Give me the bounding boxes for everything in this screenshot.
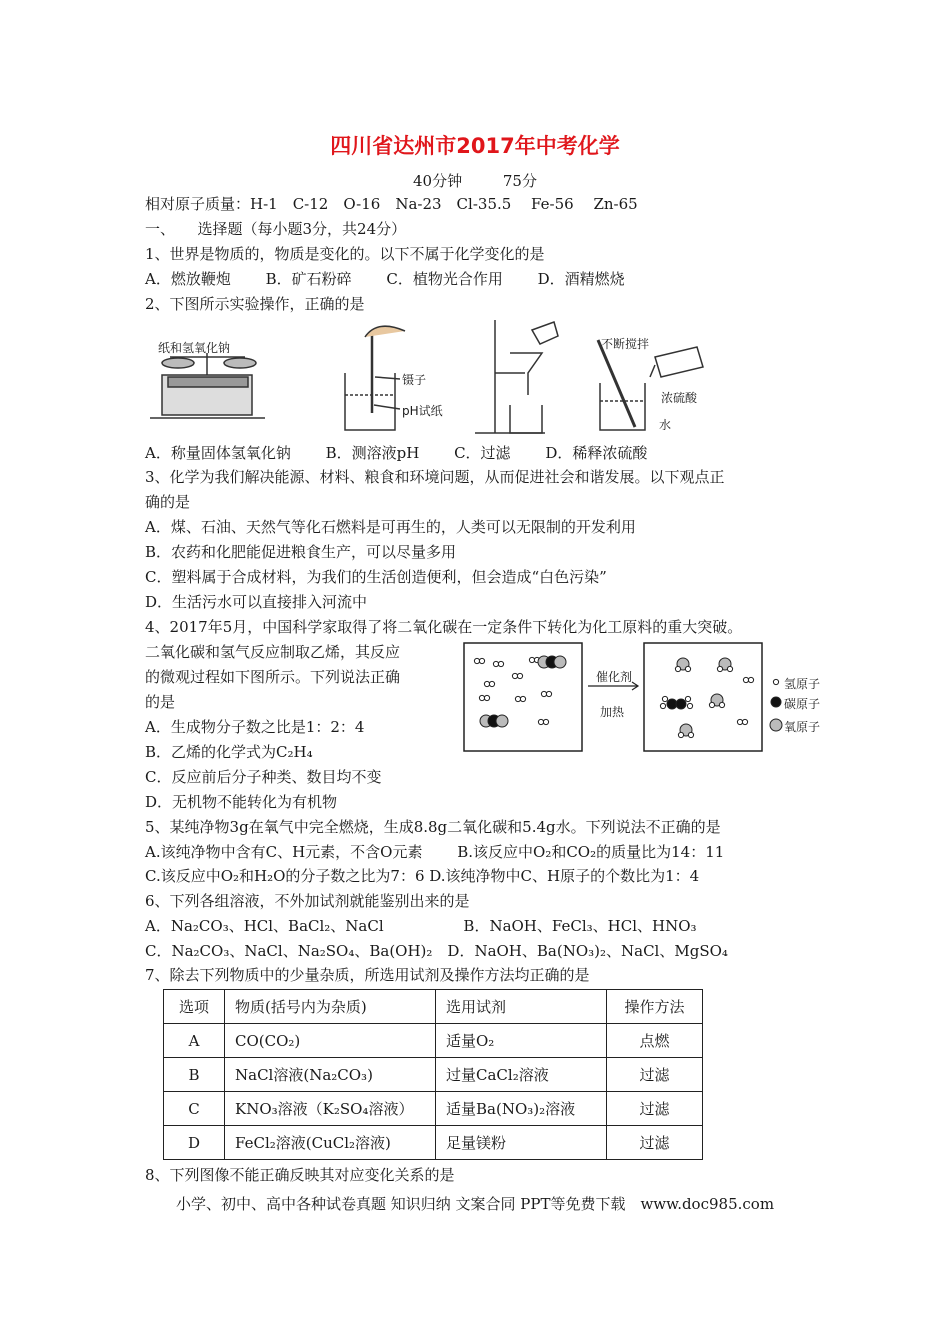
q3-option-a: A．煤、石油、天然气等化石燃料是可再生的，人类可以无限制的开发利用 bbox=[145, 518, 636, 536]
page-title: 四川省达州市2017年中考化学 bbox=[330, 134, 620, 158]
table-cell: 点燃 bbox=[607, 1024, 703, 1058]
header-cell: 物质(括号内为杂质) bbox=[225, 990, 436, 1024]
q6-stem: 6、下列各组溶液，不外加试剂就能鉴别出来的是 bbox=[145, 892, 470, 910]
fig-label-acid: 浓硫酸 bbox=[661, 391, 698, 405]
atomic-mass-line: 相对原子质量：H-1 C-12 O-16 Na-23 Cl-35.5 Fe-56 Zn-65 bbox=[145, 195, 638, 213]
q4-option-a: A．生成物分子数之比是1：2：4 bbox=[145, 718, 365, 736]
q2-stem: 2、下图所示实验操作，正确的是 bbox=[145, 295, 365, 313]
q1-stem: 1、世界是物质的，物质是变化的。以下不属于化学变化的是 bbox=[145, 245, 545, 263]
table-row bbox=[164, 1024, 703, 1058]
q4-stem-3: 的微观过程如下图所示。下列说法正确 bbox=[145, 668, 401, 686]
page-footer: 小学、初中、高中各种试卷真题 知识归纳 文案合同 PPT等免费下载 www.doc985.com bbox=[175, 1195, 775, 1213]
table-cell: NaCl溶液(Na₂CO₃) bbox=[225, 1058, 436, 1092]
q4-reaction-figure bbox=[460, 640, 820, 755]
q3-option-c: C．塑料属于合成材料，为我们的生活创造便利，但会造成“白色污染” bbox=[145, 568, 607, 586]
q4-stem-4: 的是 bbox=[145, 693, 176, 711]
q6-options-ab: A．Na₂CO₃、HCl、BaCl₂、NaCl B．NaOH、FeCl₃、HCl、HNO₃ bbox=[145, 917, 697, 935]
legend-atoms bbox=[770, 679, 782, 731]
fig-label-tweezers: 镊子 bbox=[402, 373, 427, 387]
header-cell: 操作方法 bbox=[607, 990, 703, 1024]
q3-stem-2: 确的是 bbox=[145, 493, 191, 511]
fig-label-ph-paper: pH试纸 bbox=[402, 404, 443, 418]
q4-option-b: B．乙烯的化学式为C₂H₄ bbox=[145, 743, 313, 761]
q4-option-c: C．反应前后分子种类、数目均不变 bbox=[145, 768, 382, 786]
table-cell: 适量O₂ bbox=[436, 1024, 607, 1058]
exam-time: 40分钟 bbox=[413, 172, 463, 190]
product-box bbox=[644, 643, 762, 751]
table-cell: 足量镁粉 bbox=[436, 1126, 607, 1160]
legend-hydrogen: 氢原子 bbox=[784, 677, 821, 691]
table-cell: CO(CO₂) bbox=[225, 1024, 436, 1058]
q5-options-cd: C.该反应中O₂和H₂O的分子数之比为7：6 D.该纯净物中C、H原子的个数比为1：4 bbox=[145, 867, 700, 885]
arrow-catalyst-label: 催化剂 bbox=[596, 670, 633, 684]
q7-table bbox=[163, 989, 703, 1160]
q3-option-b: B．农药和化肥能促进粮食生产，可以尽量多用 bbox=[145, 543, 457, 561]
q6-options-cd: C．Na₂CO₃、NaCl、Na₂SO₄、Ba(OH)₂ D．NaOH、Ba(NO₃)₂、NaCl、MgSO₄ bbox=[145, 942, 728, 960]
table-cell: A bbox=[164, 1024, 225, 1058]
legend-carbon: 碳原子 bbox=[784, 697, 821, 711]
section-heading: 一、 选择题（每小题3分，共24分） bbox=[145, 220, 407, 238]
fig-label-water: 水 bbox=[659, 418, 672, 432]
dilution-illustration bbox=[598, 340, 703, 430]
q7-stem: 7、除去下列物质中的少量杂质，所选用试剂及操作方法均正确的是 bbox=[145, 966, 590, 984]
table-row bbox=[164, 1092, 703, 1126]
table-cell: 过量CaCl₂溶液 bbox=[436, 1058, 607, 1092]
table-cell: B bbox=[164, 1058, 225, 1092]
table-header-row bbox=[164, 990, 703, 1024]
table-cell: D bbox=[164, 1126, 225, 1160]
exam-score: 75分 bbox=[502, 172, 537, 190]
q4-stem-2: 二氧化碳和氢气反应制取乙烯，其反应 bbox=[145, 643, 401, 661]
table-row bbox=[164, 1126, 703, 1160]
table-cell: 过滤 bbox=[607, 1126, 703, 1160]
balance-illustration bbox=[150, 353, 265, 418]
q5-options-ab: A.该纯净物中含有C、H元素，不含O元素 B.该反应中O₂和CO₂的质量比为14：11 bbox=[145, 843, 725, 861]
q8-stem: 8、下列图像不能正确反映其对应变化关系的是 bbox=[145, 1166, 455, 1184]
arrow-heat-label: 加热 bbox=[600, 705, 625, 719]
table-cell: 过滤 bbox=[607, 1058, 703, 1092]
q2-options: A．称量固体氢氧化钠 B．测溶液pH C．过滤 D．稀释浓硫酸 bbox=[145, 444, 648, 462]
q1-options: A．燃放鞭炮 B．矿石粉碎 C．植物光合作用 D．酒精燃烧 bbox=[145, 270, 625, 288]
table-cell: C bbox=[164, 1092, 225, 1126]
q3-stem-1: 3、化学为我们解决能源、材料、粮食和环境问题，从而促进社会和谐发展。以下观点正 bbox=[145, 468, 725, 486]
q4-option-d: D．无机物不能转化为有机物 bbox=[145, 793, 338, 811]
table-cell: KNO₃溶液（K₂SO₄溶液） bbox=[225, 1092, 436, 1126]
legend-oxygen: 氧原子 bbox=[784, 720, 821, 734]
header-cell: 选项 bbox=[164, 990, 225, 1024]
fig-label-balance: 纸和氢氧化钠 bbox=[158, 341, 231, 355]
filtration-illustration bbox=[475, 320, 558, 433]
table-cell: 过滤 bbox=[607, 1092, 703, 1126]
exam-meta bbox=[0, 170, 950, 191]
table-cell: 适量Ba(NO₃)₂溶液 bbox=[436, 1092, 607, 1126]
reactant-molecules bbox=[474, 656, 566, 727]
fig-label-stir: 不断搅拌 bbox=[601, 337, 650, 351]
ph-test-illustration bbox=[345, 326, 405, 430]
header-cell: 选用试剂 bbox=[436, 990, 607, 1024]
q3-option-d: D．生活污水可以直接排入河流中 bbox=[145, 593, 368, 611]
q4-stem-1: 4、2017年5月，中国科学家取得了将二氧化碳在一定条件下转化为化工原料的重大突破。 bbox=[145, 618, 743, 636]
table-row bbox=[164, 1058, 703, 1092]
q2-apparatus-figure bbox=[150, 315, 720, 440]
product-molecules bbox=[660, 658, 753, 738]
q5-stem: 5、某纯净物3g在氧气中完全燃烧，生成8.8g二氧化碳和5.4g水。下列说法不正确的是 bbox=[145, 818, 721, 836]
table-cell: FeCl₂溶液(CuCl₂溶液) bbox=[225, 1126, 436, 1160]
